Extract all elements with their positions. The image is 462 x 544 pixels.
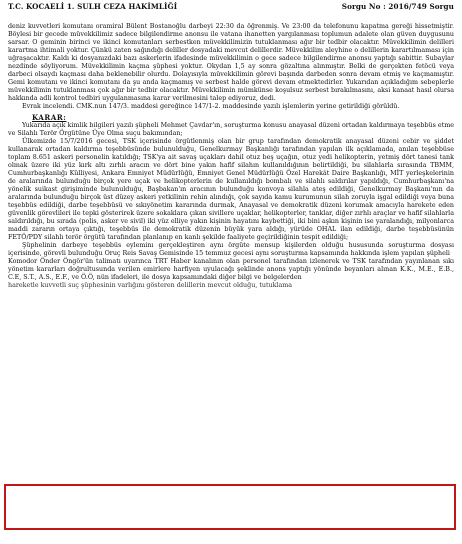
coup-attempt-paragraph: Ülkemizde 15/7/2016 gecesi, TSK içerisinde örgütlenmiş olan bir grup tarafından demokratik anayasal düzeni cebir ve şiddet kullanarak ortadan kaldırma teşebbüsünde bulunulduğu, Genelkurmay Başkanlığı tarafından yapılan ilk açıklamada, anılan teşebbüse toplam 8.651 askeri personelin katıldığı; TSK'ya ait savaş uçakları dahil otuz beş uçağın, otuz yedi helikopterin, yetmiş dört tanesi tank olmak üzere iki yüz kırk altı zırhlı aracın ve dört bine yakın hafif silahın kullanıldığının belirtildiği, bu silahlarla sırasında TBMM, Cumhurbaşkanlığı Külliyesi, Ankara Emniyet Müdürlüğü, Emniyet Genel Müdürlüğü Özel Harekât Daire Başkanlığı, MİT yerleşkelerinin de aralarında bulunduğu birçok yere uçak ve helikopterlerin de kullanıldığı bombalı ve silahlı saldırılar yapıldığı, Cumhurbaşkanı'na yönelik suikast girişiminde bulunulduğu, Başbakan'ın aracının bulunduğu konvoya silahla ateş edildiği, Genelkurmay Başkanı'nın da aralarında bulunduğu birçok üst düzey askeri yetkilinin rehin alındığı, çok sayıda kamu kurumunun silah zoruyla işgal edildiği veya buna teşebbüs edildiği, darbe teşebbüsü ve sıkıyönetim kararında durmak, Anayasal ve demokratik düzeni korumak amacıyla harekete eden güvenlik görevlileri ile tepki gösterirek üzere sokaklara çıkan sivillere uçaklar, helikopterler, tanklar, diğer zırhlı araçlar ve hafif silahlarla saldırıldığı, bu sırada (polis, asker ve sivil) iki yüz elliye yakın kişinin hayatını kaybettiği, iki bini aşkın kişinin ise yaralandığı, milyonlarca maddi zararın ortaya çıktığı, teşebbüs ile demokratik düzenin büyük yara aldığı, yürüde OHAL ilan edildiği, darbe teşebbüsünün FETÖ/PDY silahlı terör örgütü tarafından planlanıp en kanlı şekilde faaliyete geçirildiğinin tespit edildiği; [8, 137, 454, 242]
court-document [8, 2, 454, 291]
suspect-membership-paragraph: Şüphelinin darbeye teşebbüs eyleminı gerçekleştiren aynı örgüte mensup kişilerden olduğu hususunda soruşturma dosyası içerisinde, görevli bulunduğu Oruç Reis Savaş Gemisinde 15 temmuz gecesi aynı soruşturma kapsamında hakkında işlem yapılan şüpheli [8, 242, 454, 258]
defense-statement-paragraph: deniz kuvvetleri komutanı oramiral Bülent Bostanoğlu darbeyi 22:30 da öğrenmiş. Ve 23:00 da telefonunu kapatma gereği hissetmiştir. Böylesi bir gecede müvekkilimiz sadece bilgilendirme anonsu ile vatana ihanetten yargılanması toplumun adalete olan güven duygusunu sarsar. O geminin birinci ve ikinci komutanları serbestken müvekkilimizin tutuklanması ağır bir tedbir olacaktır. Müvekkilimin delilleri karartma ihtimali yoktur. Çünkü zaten sağındığı deliller dosyadaki mevcut delillerdir. Müvekkilim aleyhine o delillerin karartılmaması için uğraşacaktır. Kaldı ki dosyanızdaki bazı askerlerin ifadesinde müvekkilimin o gece sadece bilgilendirme anonsu yaptığı sabittir. Subaylar nezdinde söyliyorum. Müvekkilimin kaçma şüphesi yoktur. Okydan 1,5 ay sonra gözaltına alınmıştır. Belki de gerçekten fetöcü veya darbeci olsaydı kaçması daha beklenebilir olurdu. Dolayısıyla müvekkilimin görevi başında darbeden sonra devam etmiş ve kaçmamıştır. Gemi komutanı ve ikinci komutanı da şu anda kaçmamış ve serbest halde görevi devam etmektedirler. Yukarıdan açıkladığım sebeplerle müvekkilimin tutuklanması çok ağır bir tedbir olacaktır. Müvekkilimin mümkünse koşulsuz serbest bırakılmasını, aksi kanaat hasıl olursa hakkında adli kontrol tedbiri uygulanmasına karar verilmesini talep ediyoruz, dedi. [8, 23, 454, 103]
cutoff-line: hareketle kuvvetli suç şüphesinin varlığını gösteren delillerin mevcut olduğu, tutuklama [8, 282, 293, 290]
suspect-identity-paragraph: Yukarıda açık kimlik bilgileri yazılı şüpheli Mehmet Çavdar'ın, soruşturma konusu anayasal düzeni ortadan kaldırmaya teşebbüs etme ve Silahlı Terör Örgütüne Üye Olma suçu bakımından; [8, 121, 454, 137]
red-highlight-box [4, 484, 456, 530]
file-number: Sorgu No : 2016/749 Sorgu [341, 2, 454, 11]
highlighted-testimony-paragraph: Komodor Önder Öngör'ün talimatı uyarınca TRT Haber kanalının olan personel tarafından izlenerek ve TSK tarafından yayınlanan sıkı yönetim kararları doğrultusunda verilen emirlere harfiyen uyulacağı şeklinde anons yaptığı yönünde beyanları alınan K.K., M.E., E.B., C.E, S.T., A.S., E.F., ve Ö.Ö, nün ifadeleri, ile dosya kapsamındaki diğer bilgi ve belgelerden [8, 258, 454, 282]
court-name: T.C. KOCAELİ 1. SULH CEZA HAKİMLİĞİ [8, 2, 178, 11]
document-header [8, 2, 454, 14]
evidence-review-paragraph: Evrak incelendi. CMK.nun 147/3. maddesi gereğince 147/1-2. maddesinde yazılı işlemlerin yerine getirildiği görüldü. [22, 103, 400, 111]
decision-heading: KARAR: [32, 112, 67, 122]
